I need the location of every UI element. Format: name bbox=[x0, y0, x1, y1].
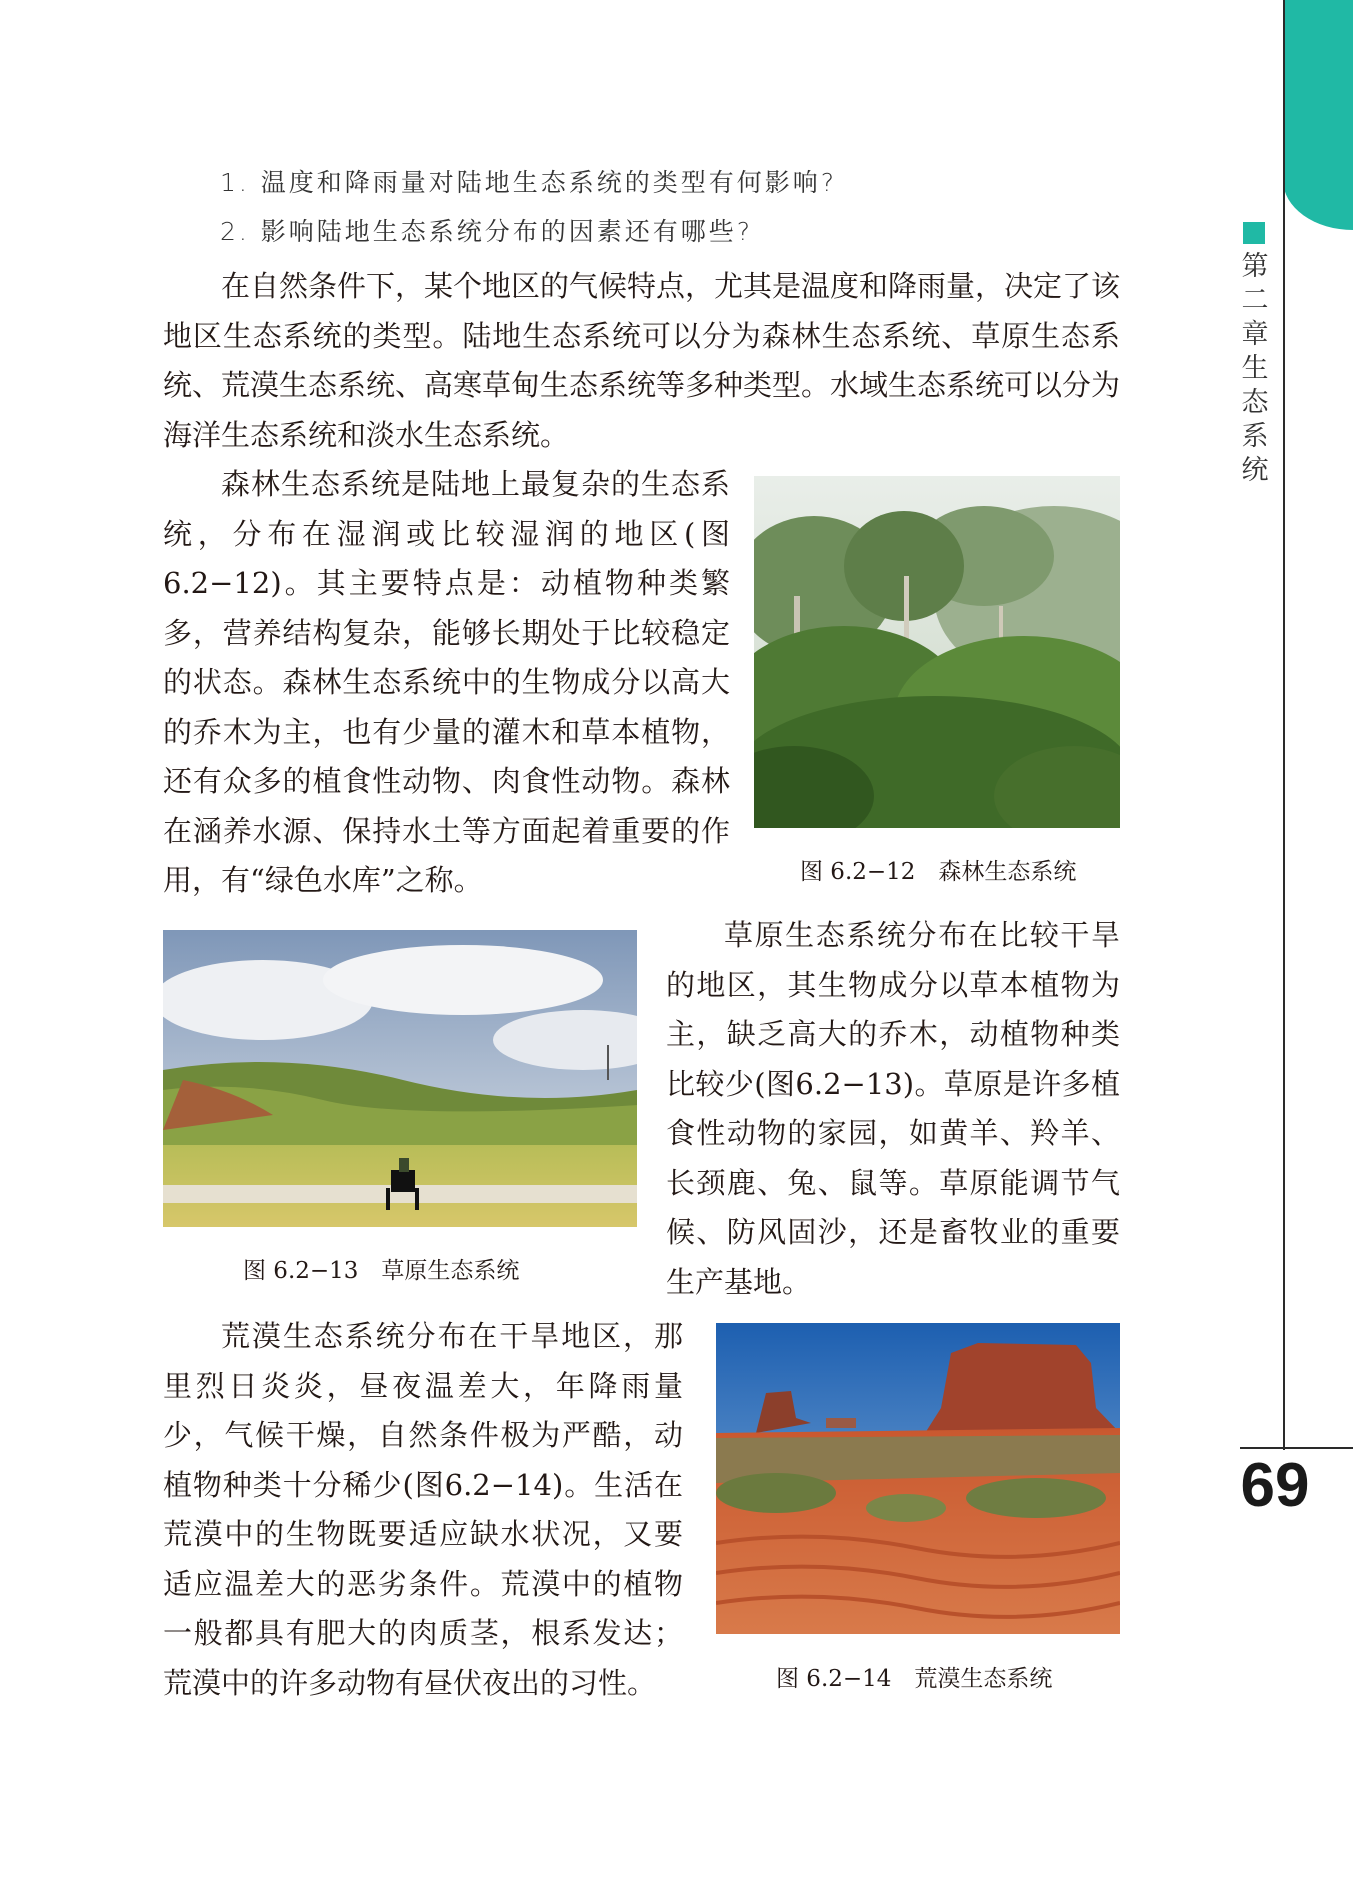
chapter-label: 第二章 生态系统 bbox=[1241, 251, 1269, 486]
grassland-caption: 图 6.2−13 草原生态系统 bbox=[243, 1258, 520, 1284]
desert-photo bbox=[716, 1323, 1120, 1634]
intro-paragraph bbox=[163, 262, 1120, 460]
forest-photo bbox=[754, 476, 1120, 828]
chapter-tab bbox=[1283, 0, 1353, 230]
desert-caption: 图 6.2−14 荒漠生态系统 bbox=[776, 1666, 1053, 1692]
forest-text: 森林生态系统是陆地上最复杂的生态系统，分布在湿润或比较湿润的地区(图6.2−12)。其主要特点是：动植物种类繁多，营养结构复杂，能够长期处于比较稳定的状态。森林生态系统中的生物成分以高大的乔木为主，也有少量的灌木和草本植物，还有众多的植食性动物、肉食性动物。森林在涵养水源、保持水土等方面起着重要的作用，有“绿色水库”之称。 bbox=[163, 467, 730, 897]
forest-paragraph bbox=[163, 460, 730, 906]
margin-rule bbox=[1283, 0, 1285, 1450]
chapter-marker-square bbox=[1243, 222, 1265, 244]
forest-caption: 图 6.2−12 森林生态系统 bbox=[800, 859, 1077, 885]
grassland-text: 草原生态系统分布在比较干旱的地区，其生物成分以草本植物为主，缺乏高大的乔木，动植物种类比较少(图6.2−13)。草原是许多植食性动物的家园，如黄羊、羚羊、长颈鹿、兔、鼠等。草原能调节气候、防风固沙，还是畜牧业的重要生产基地。 bbox=[666, 918, 1120, 1299]
grassland-paragraph bbox=[666, 911, 1120, 1307]
question-2: 2. 影响陆地生态系统分布的因素还有哪些? bbox=[220, 217, 754, 246]
desert-paragraph bbox=[163, 1312, 683, 1708]
page-number: 69 bbox=[1240, 1451, 1310, 1520]
grassland-photo bbox=[163, 930, 637, 1227]
desert-text: 荒漠生态系统分布在干旱地区，那里烈日炎炎，昼夜温差大，年降雨量少，气候干燥，自然条件极为严酷，动植物种类十分稀少(图6.2−14)。生活在荒漠中的生物既要适应缺水状况，又要适应温差大的恶劣条件。荒漠中的植物一般都具有肥大的肉质茎，根系发达；荒漠中的许多动物有昼伏夜出的习性。 bbox=[163, 1319, 683, 1700]
page-number-rule bbox=[1240, 1447, 1353, 1449]
question-1: 1. 温度和降雨量对陆地生态系统的类型有何影响? bbox=[220, 168, 838, 197]
intro-text: 在自然条件下，某个地区的气候特点，尤其是温度和降雨量，决定了该地区生态系统的类型。陆地生态系统可以分为森林生态系统、草原生态系统、荒漠生态系统、高寒草甸生态系统等多种类型。水域生态系统可以分为海洋生态系统和淡水生态系统。 bbox=[163, 269, 1121, 452]
